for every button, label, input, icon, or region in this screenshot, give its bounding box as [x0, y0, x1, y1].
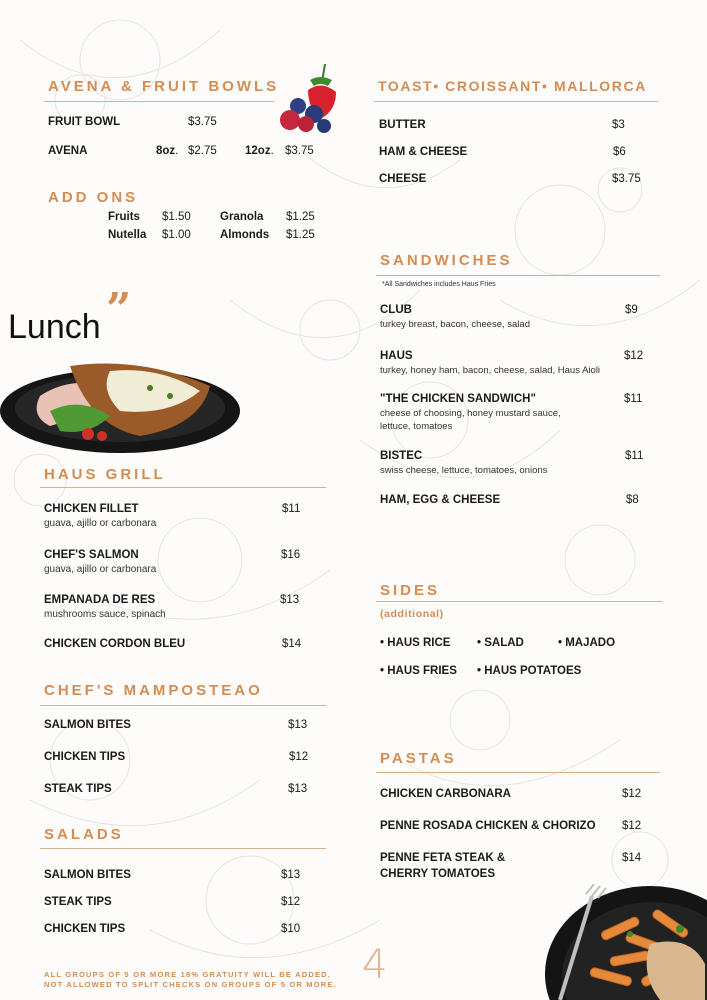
addon-name: Fruits	[108, 211, 140, 223]
grill-item-price: $16	[281, 549, 301, 561]
side-item: • SALAD	[477, 637, 524, 649]
haus-grill-rule	[40, 487, 326, 488]
toast-title: TOAST• CROISSANT• MALLORCA	[378, 78, 647, 94]
sandwiches-title: SANDWICHES	[380, 252, 513, 269]
quote-mark: ”	[106, 284, 132, 335]
sides-rule	[376, 601, 662, 602]
avena-size-small: 8oz.	[156, 145, 179, 157]
sandwich-item-price: $11	[625, 450, 644, 462]
lunch-title: Lunch	[8, 308, 101, 346]
mamposteao-item-name: SALMON BITES	[44, 719, 131, 731]
mamposteao-item-price: $13	[288, 783, 308, 795]
grill-item-name: CHICKEN CORDON BLEU	[44, 638, 186, 650]
addon-name: Almonds	[220, 229, 270, 241]
pasta-item-price: $14	[622, 852, 642, 864]
toast-item-price: $6	[613, 146, 626, 158]
sandwich-item-name: HAM, EGG & CHEESE	[380, 494, 501, 506]
mamposteao-title: CHEF'S MAMPOSTEAO	[44, 682, 263, 699]
pasta-item-price: $12	[622, 820, 642, 832]
sandwich-item-desc: cheese of choosing, honey mustard sauce,	[380, 408, 561, 419]
addon-price: $1.25	[286, 211, 315, 223]
avena-size-large: 12oz.	[245, 145, 274, 157]
salad-item-price: $10	[281, 923, 301, 935]
berries-icon	[270, 62, 340, 134]
sandwich-item-desc: swiss cheese, lettuce, tomatoes, onions	[380, 465, 548, 476]
pasta-bowl-icon	[530, 884, 707, 1000]
avena-price-large: $3.75	[285, 145, 314, 157]
addon-price: $1.00	[162, 229, 191, 241]
addon-price: $1.25	[286, 229, 315, 241]
fruit-bowl-name: FRUIT BOWL	[48, 116, 121, 128]
pasta-item-name: CHERRY TOMATOES	[380, 868, 496, 880]
sandwich-item-name: "THE CHICKEN SANDWICH"	[380, 393, 536, 405]
grill-item-desc: mushrooms sauce, spinach	[44, 609, 166, 620]
pasta-item-name: PENNE FETA STEAK &	[380, 852, 506, 864]
split-check-note: NOT ALLOWED TO SPLIT CHECKS ON GROUPS OF 5 OR MORE.	[44, 980, 337, 989]
side-item: • HAUS FRIES	[380, 665, 457, 677]
pastas-rule	[376, 772, 660, 773]
gratuity-note: ALL GROUPS OF 5 OR MORE 18% GRATUITY WILL BE ADDED.	[44, 970, 332, 979]
chicken-plate-icon	[0, 356, 245, 456]
addon-name: Granola	[220, 211, 264, 223]
salad-item-price: $13	[281, 869, 301, 881]
avena-title: AVENA & FRUIT BOWLS	[48, 78, 280, 95]
sandwich-item-name: HAUS	[380, 350, 413, 362]
salad-item-name: SALMON BITES	[44, 869, 131, 881]
sandwich-item-name: BISTEC	[380, 450, 423, 462]
sandwiches-rule	[376, 275, 660, 276]
salads-rule	[40, 848, 326, 849]
avena-rule	[44, 101, 274, 102]
grill-item-name: CHICKEN FILLET	[44, 503, 139, 515]
grill-item-name: CHEF'S SALMON	[44, 549, 139, 561]
sandwich-item-price: $8	[626, 494, 639, 506]
grill-item-price: $13	[280, 594, 300, 606]
mamposteao-item-name: STEAK TIPS	[44, 783, 112, 795]
pasta-item-name: PENNE ROSADA CHICKEN & CHORIZO	[380, 820, 596, 832]
addon-name: Nutella	[108, 229, 147, 241]
toast-item-price: $3	[612, 119, 625, 131]
mamposteao-item-price: $12	[289, 751, 309, 763]
pastas-title: PASTAS	[380, 750, 457, 767]
sandwich-item-desc: turkey breast, bacon, cheese, salad	[380, 319, 530, 330]
addon-price: $1.50	[162, 211, 191, 223]
toast-item-name: HAM & CHEESE	[379, 146, 468, 158]
avena-price-small: $2.75	[188, 145, 217, 157]
sandwiches-note: *All Sandwiches includes Haus Fries	[382, 281, 496, 288]
sandwich-item-name: CLUB	[380, 304, 412, 316]
pasta-item-price: $12	[622, 788, 642, 800]
sandwich-item-price: $11	[624, 393, 643, 405]
page-number: 4	[362, 942, 388, 988]
salad-item-name: CHICKEN TIPS	[44, 923, 126, 935]
pasta-item-name: CHICKEN CARBONARA	[380, 788, 511, 800]
avena-name: AVENA	[48, 145, 88, 157]
toast-item-name: BUTTER	[379, 119, 426, 131]
mamposteao-item-name: CHICKEN TIPS	[44, 751, 126, 763]
sides-subtitle: (additional)	[380, 608, 444, 620]
salads-title: SALADS	[44, 826, 124, 843]
grill-item-desc: guava, ajillo or carbonara	[44, 564, 157, 575]
salad-item-price: $12	[281, 896, 301, 908]
side-item: • HAUS RICE	[380, 637, 451, 649]
mamposteao-item-price: $13	[288, 719, 308, 731]
addons-title: ADD ONS	[48, 189, 139, 206]
sides-title: SIDES	[380, 582, 441, 599]
toast-rule	[374, 101, 658, 102]
sandwich-item-price: $9	[625, 304, 638, 316]
salad-item-name: STEAK TIPS	[44, 896, 112, 908]
sandwich-item-desc: lettuce, tomatoes	[380, 421, 453, 432]
side-item: • HAUS POTATOES	[477, 665, 582, 677]
sandwich-item-price: $12	[624, 350, 644, 362]
mamposteao-rule	[40, 705, 326, 706]
fruit-bowl-price: $3.75	[188, 116, 217, 128]
grill-item-price: $11	[282, 503, 301, 515]
grill-item-desc: guava, ajillo or carbonara	[44, 518, 157, 529]
toast-item-name: CHEESE	[379, 173, 427, 185]
sandwich-item-desc: turkey, honey ham, bacon, cheese, salad, Haus Aioli	[380, 365, 601, 376]
grill-item-name: EMPANADA DE RES	[44, 594, 156, 606]
side-item: • MAJADO	[558, 637, 616, 649]
grill-item-price: $14	[282, 638, 302, 650]
toast-item-price: $3.75	[612, 173, 641, 185]
haus-grill-title: HAUS GRILL	[44, 466, 166, 483]
